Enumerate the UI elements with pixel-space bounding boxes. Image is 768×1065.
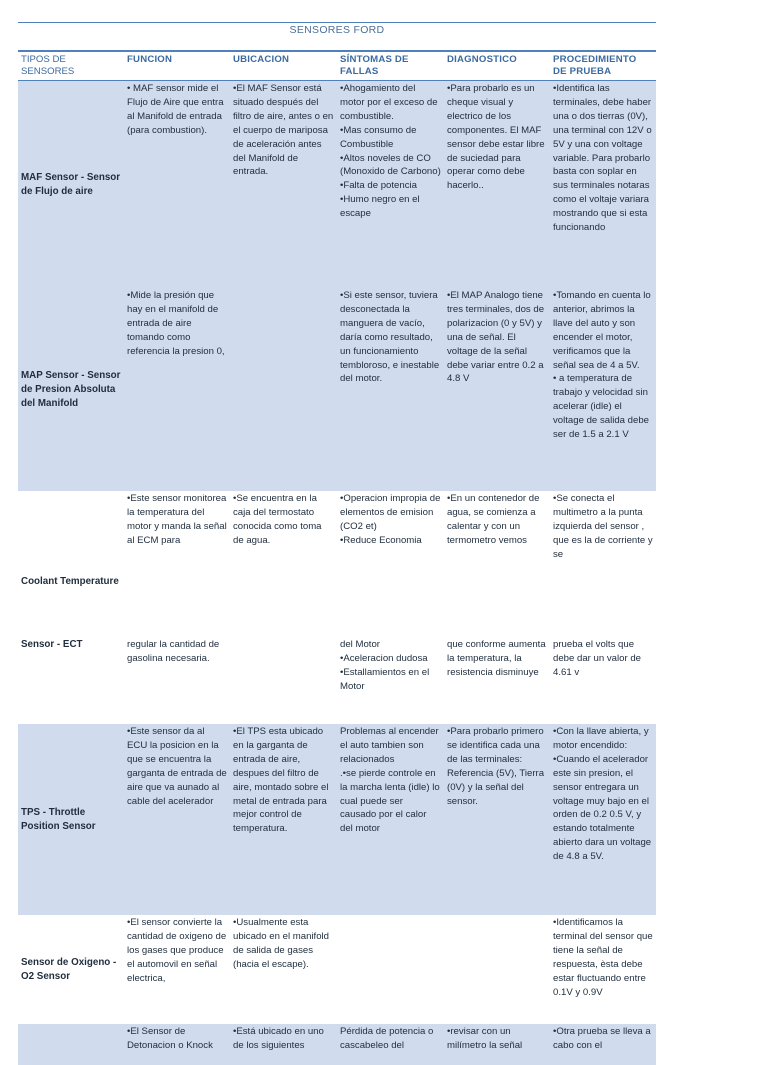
cell-procedimiento: •Identificamos la terminal del sensor que tiene la señal de respuesta, èsta debe estar fluctuando entre 0.1V y 0.9V	[550, 915, 656, 1024]
header-sintomas: SÍNTOMAS DE FALLAS	[337, 51, 444, 81]
sintoma-item: •Falta de potencia	[340, 180, 417, 192]
table-row-map	[18, 288, 656, 491]
cell-funcion: •Mide la presión que hay en el manifold de entrada de aire tomando como referencia la presion 0,	[124, 288, 230, 491]
sintoma-item: •Reduce Economia	[340, 534, 422, 546]
sintoma-item: •Humo negro en el escape	[340, 194, 420, 220]
sensor-name: Sensor - ECT	[18, 637, 124, 724]
cell-ubicacion: •Está ubicado en uno de los siguientes	[230, 1024, 337, 1065]
cell-sintomas: Pérdida de potencia o cascabeleo del	[337, 1024, 444, 1065]
cell-procedimiento: prueba el volts que debe dar un valor de 4.61 v	[550, 637, 656, 724]
sintoma-item: Problemas al encender el auto tambien son relacionados	[340, 726, 439, 765]
procedimiento-item: •Tomando en cuenta lo anterior, abrimos la llave del auto y son encender el motor, verificamos que la señal sea de 4 a 5V.	[553, 290, 651, 371]
cell-funcion: •El sensor convierte la cantidad de oxigeno de los gases que produce el automovil en señal electrica,	[124, 915, 230, 1024]
cell-ubicacion: •Usualmente esta ubicado en el manifold de salida de gases (hacia el escape).	[230, 915, 337, 1024]
table-row-tps	[18, 724, 656, 915]
sensor-name: Coolant Temperature	[18, 491, 124, 637]
cell-funcion: • MAF sensor mide el Flujo de Aire que entra al Manifold de entrada (para combustion).	[124, 81, 230, 289]
sensor-name: MAF Sensor - Sensor de Flujo de aire	[18, 81, 124, 289]
header-tipos: TIPOS DE SENSORES	[18, 51, 124, 81]
cell-funcion: •Este sensor da al ECU la posicion en la que se encuentra la garganta de entrada de aire que va aunado al cable del acelerador	[124, 724, 230, 915]
sintoma-item: •Estallamientos en el Motor	[340, 666, 430, 692]
cell-procedimiento	[550, 288, 656, 491]
cell-funcion: regular la cantidad de gasolina necesaria.	[124, 637, 230, 724]
cell-funcion: •Este sensor monitorea la temperatura del motor y manda la señal al ECM para	[124, 491, 230, 637]
cell-diagnostico: •El MAP Analogo tiene tres terminales, dos de polarizacion (0 y 5V) y una de señal. El voltage de la señal debe variar entre 0.2 a 4.8 V	[444, 288, 550, 491]
header-funcion: FUNCION	[124, 51, 230, 81]
procedimiento-item: •Con la llave abierta, y motor encendido:	[553, 726, 649, 751]
cell-sintomas	[337, 491, 444, 637]
cell-diagnostico	[444, 915, 550, 1024]
cell-diagnostico: •En un contenedor de agua, se comienza a calentar y con un termometro vemos	[444, 491, 550, 637]
cell-ubicacion: •El TPS esta ubicado en la garganta de entrada de aire, despues del filtro de aire, montado sobre el metal de entrada para mejor control de temperatura.	[230, 724, 337, 915]
cell-ubicacion: •Se encuentra en la caja del termostato conocida como toma de agua.	[230, 491, 337, 637]
sensor-name	[18, 1024, 124, 1065]
cell-sintomas	[337, 915, 444, 1024]
sintoma-item: del Motor	[340, 639, 380, 650]
table-header	[18, 51, 656, 81]
table-row-maf	[18, 81, 656, 289]
cell-funcion: •El Sensor de Detonacion o Knock	[124, 1024, 230, 1065]
sensor-name: TPS - Throttle Position Sensor	[18, 724, 124, 915]
header-ubicacion: UBICACION	[230, 51, 337, 81]
sensor-name: Sensor de Oxigeno - O2 Sensor	[18, 915, 124, 1024]
cell-diagnostico: •Para probarlo primero se identifica cada una de las terminales: Referencia (5V), Tierra (0V) y la señal del sensor.	[444, 724, 550, 915]
cell-ubicacion: •El MAF Sensor está situado después del filtro de aire, antes o en el cuerpo de mariposa de aceleración antes del Manifold de entrada.	[230, 81, 337, 289]
table-row-ect-a	[18, 491, 656, 637]
header-row	[18, 51, 656, 81]
sensor-name: MAP Sensor - Sensor de Presion Absoluta del Manifold	[18, 288, 124, 491]
header-diagnostico: DIAGNOSTICO	[444, 51, 550, 81]
procedimiento-item: •Cuando el acelerador este sin presion, el sensor entregara un voltage muy bajo en el orden de 0.2 0.5 V, y estando totalmente abierto dara un voltage de 4.8 a 5V.	[553, 753, 652, 863]
cell-procedimiento: •Se conecta el multimetro a la punta izquierda del sensor , que es la de corriente y se	[550, 491, 656, 637]
sensor-table	[18, 50, 656, 1065]
cell-procedimiento	[550, 724, 656, 915]
sintoma-item: •Aceleracion dudosa	[340, 652, 428, 664]
cell-procedimiento: •Otra prueba se lleva a cabo con el	[550, 1024, 656, 1065]
cell-procedimiento: •Identifica las terminales, debe haber una o dos tierras (0V), una terminal con 12V o 5V y una con voltage variable. Para probarlo basta con soplar en sus terminales notaras como el voltaje variara mostrando que si esta funcionando	[550, 81, 656, 289]
sintoma-item: •Mas consumo de Combustible	[340, 124, 417, 150]
table-row-ect-b	[18, 637, 656, 724]
cell-ubicacion	[230, 288, 337, 491]
cell-diagnostico: •revisar con un milímetro la señal	[444, 1024, 550, 1065]
sintoma-item: .•se pierde controle en la marcha lenta (idle) lo cual puede ser causado por el calor del motor	[340, 767, 440, 835]
cell-ubicacion	[230, 637, 337, 724]
procedimiento-item: • a temperatura de trabajo y velocidad sin acelerar (idle) el voltage de salida debe ser de 1.5 a 2.1 V	[553, 373, 650, 441]
document-title: SENSORES FORD	[289, 24, 385, 36]
sintoma-item: •Operacion impropia de elementos de emision (CO2 et)	[340, 493, 441, 532]
cell-diagnostico: •Para probarlo es un cheque visual y electrico de los componentes. El MAF sensor debe estar libre de suciedad para operar como debe hacerlo..	[444, 81, 550, 289]
cell-sintomas	[337, 724, 444, 915]
cell-sintomas	[337, 81, 444, 289]
cell-sintomas	[337, 637, 444, 724]
table-row-knock	[18, 1024, 656, 1065]
sintoma-item: •Altos noveles de CO (Monoxido de Carbono)	[340, 152, 441, 178]
cell-sintomas: •Si este sensor, tuviera desconectada la manguera de vacío, daría como resultado, un funcionamiento tembloroso, e inestable del motor.	[337, 288, 444, 491]
header-procedimiento: PROCEDIMIENTO DE PRUEBA	[550, 51, 656, 81]
cell-diagnostico: que conforme aumenta la temperatura, la resistencia disminuye	[444, 637, 550, 724]
sintoma-item: •Ahogamiento del motor por el exceso de combustible.	[340, 83, 438, 122]
top-rule	[18, 22, 656, 23]
table-row-o2	[18, 915, 656, 1024]
